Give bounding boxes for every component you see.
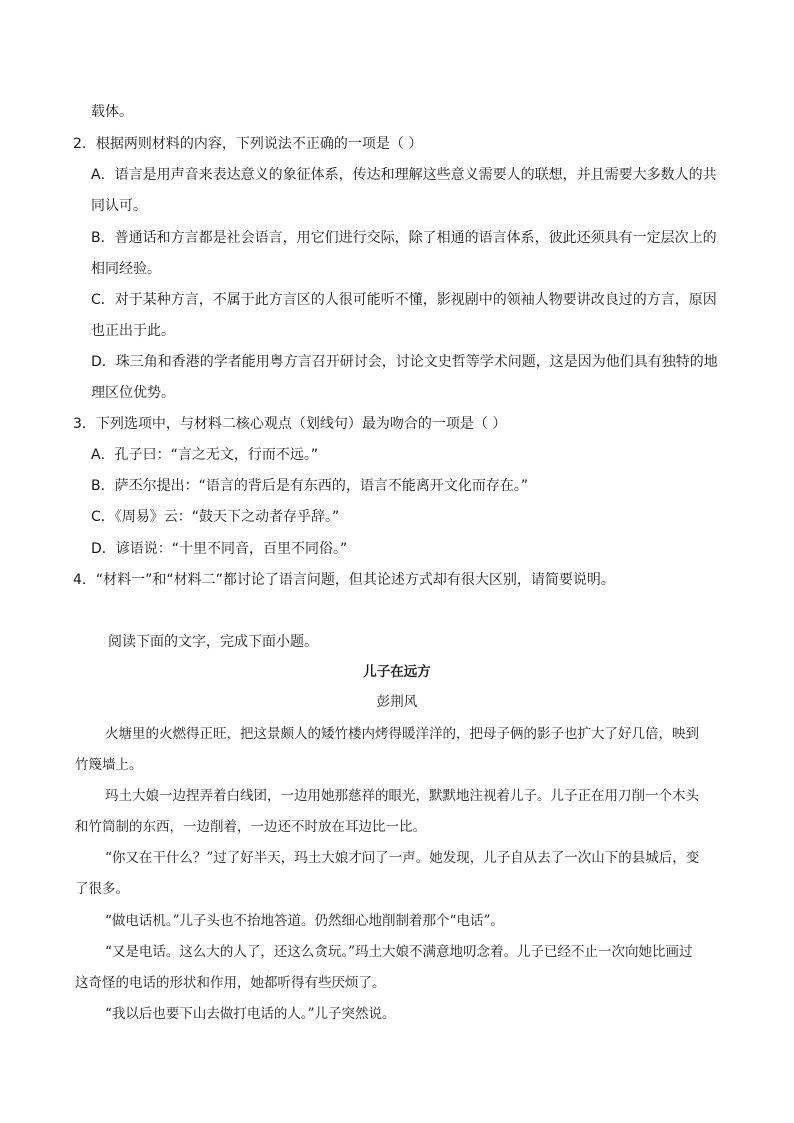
q2-option-a-line1: A．语言是用声音来表达意义的象征体系，传达和理解这些意义需要人的联想，并且需要大多数人的共 (91, 167, 717, 183)
story-p2-line2: 和竹筒制的东西，一边削着，一边还不时放在耳边比一比。 (75, 819, 426, 835)
story-p5-line1: “又是电话。这么大的人了，还这么贪玩。”玛土大娘不满意地叨念着。儿子已经不止一次向她比画过 (105, 944, 693, 960)
story-p4: “做电话机。”儿子头也不抬地答道。仍然细心地削制着那个“电话”。 (105, 913, 504, 929)
story-p2-line1: 玛土大娘一边捏弄着白线团，一边用她那慈祥的眼光，默默地注视着儿子。儿子正在用刀削一个木头 (105, 788, 699, 804)
q2-option-b-line1: B．普通话和方言都是社会语言，用它们进行交际，除了相通的语言体系，彼此还须具有一定层次上的 (91, 230, 717, 246)
q4-stem: 4．“材料一”和“材料二”都讨论了语言问题，但其论述方式却有很大区别，请简要说明。 (73, 572, 615, 588)
q3-option-b: B．萨丕尔提出：“语言的背后是有东西的，语言不能离开文化而存在。” (91, 478, 529, 494)
q2-stem: 2．根据两则材料的内容，下列说法不正确的一项是（ ） (73, 136, 423, 152)
reading-intro: 阅读下面的文字，完成下面小题。 (108, 634, 318, 650)
story-title: 儿子在远方 (363, 664, 431, 680)
q3-option-a: A．孔子曰：“言之无文，行而不远。” (91, 447, 319, 463)
q3-option-c: C．《周易》云：“鼓天下之动者存乎辞。” (91, 509, 340, 525)
q2-option-d-line1: D．珠三角和香港的学者能用粤方言召开研讨会，讨论文史哲等学术问题，这是因为他们具有独特的地 (91, 354, 718, 370)
q2-option-b-line2: 相同经验。 (91, 261, 161, 277)
q3-stem: 3．下列选项中，与材料二核心观点（划线句）最为吻合的一项是（ ） (73, 416, 507, 432)
q3-option-d: D．谚语说：“十里不同音，百里不同俗。” (91, 541, 348, 557)
story-p1-line1: 火塘里的火燃得正旺，把这景颇人的矮竹楼内烤得暖洋洋的，把母子俩的影子也扩大了好几倍，映到 (105, 726, 699, 742)
story-p3-line1: “你又在干什么？”过了好半天，玛土大娘才问了一声。她发现，儿子自从去了一次山下的县城后，变 (105, 850, 700, 866)
q2-option-c-line2: 也正出于此。 (91, 323, 175, 339)
q2-option-a-line2: 同认可。 (91, 198, 147, 214)
q2-option-d-line2: 理区位优势。 (91, 385, 175, 401)
story-p5-line2: 这奇怪的电话的形状和作用，她都听得有些厌烦了。 (75, 975, 386, 991)
story-author: 彭荆风 (376, 694, 418, 710)
q2-option-c-line1: C．对于某种方言，不属于此方言区的人很可能听不懂，影视剧中的领袖人物要讲改良过的方言，原因 (91, 292, 717, 308)
q1-tail: 载体。 (91, 104, 133, 120)
story-p6: “我以后也要下山去做打电话的人。”儿子突然说。 (105, 1006, 396, 1022)
story-p3-line2: 了很多。 (75, 881, 129, 897)
story-p1-line2: 竹篾墙上。 (75, 757, 143, 773)
